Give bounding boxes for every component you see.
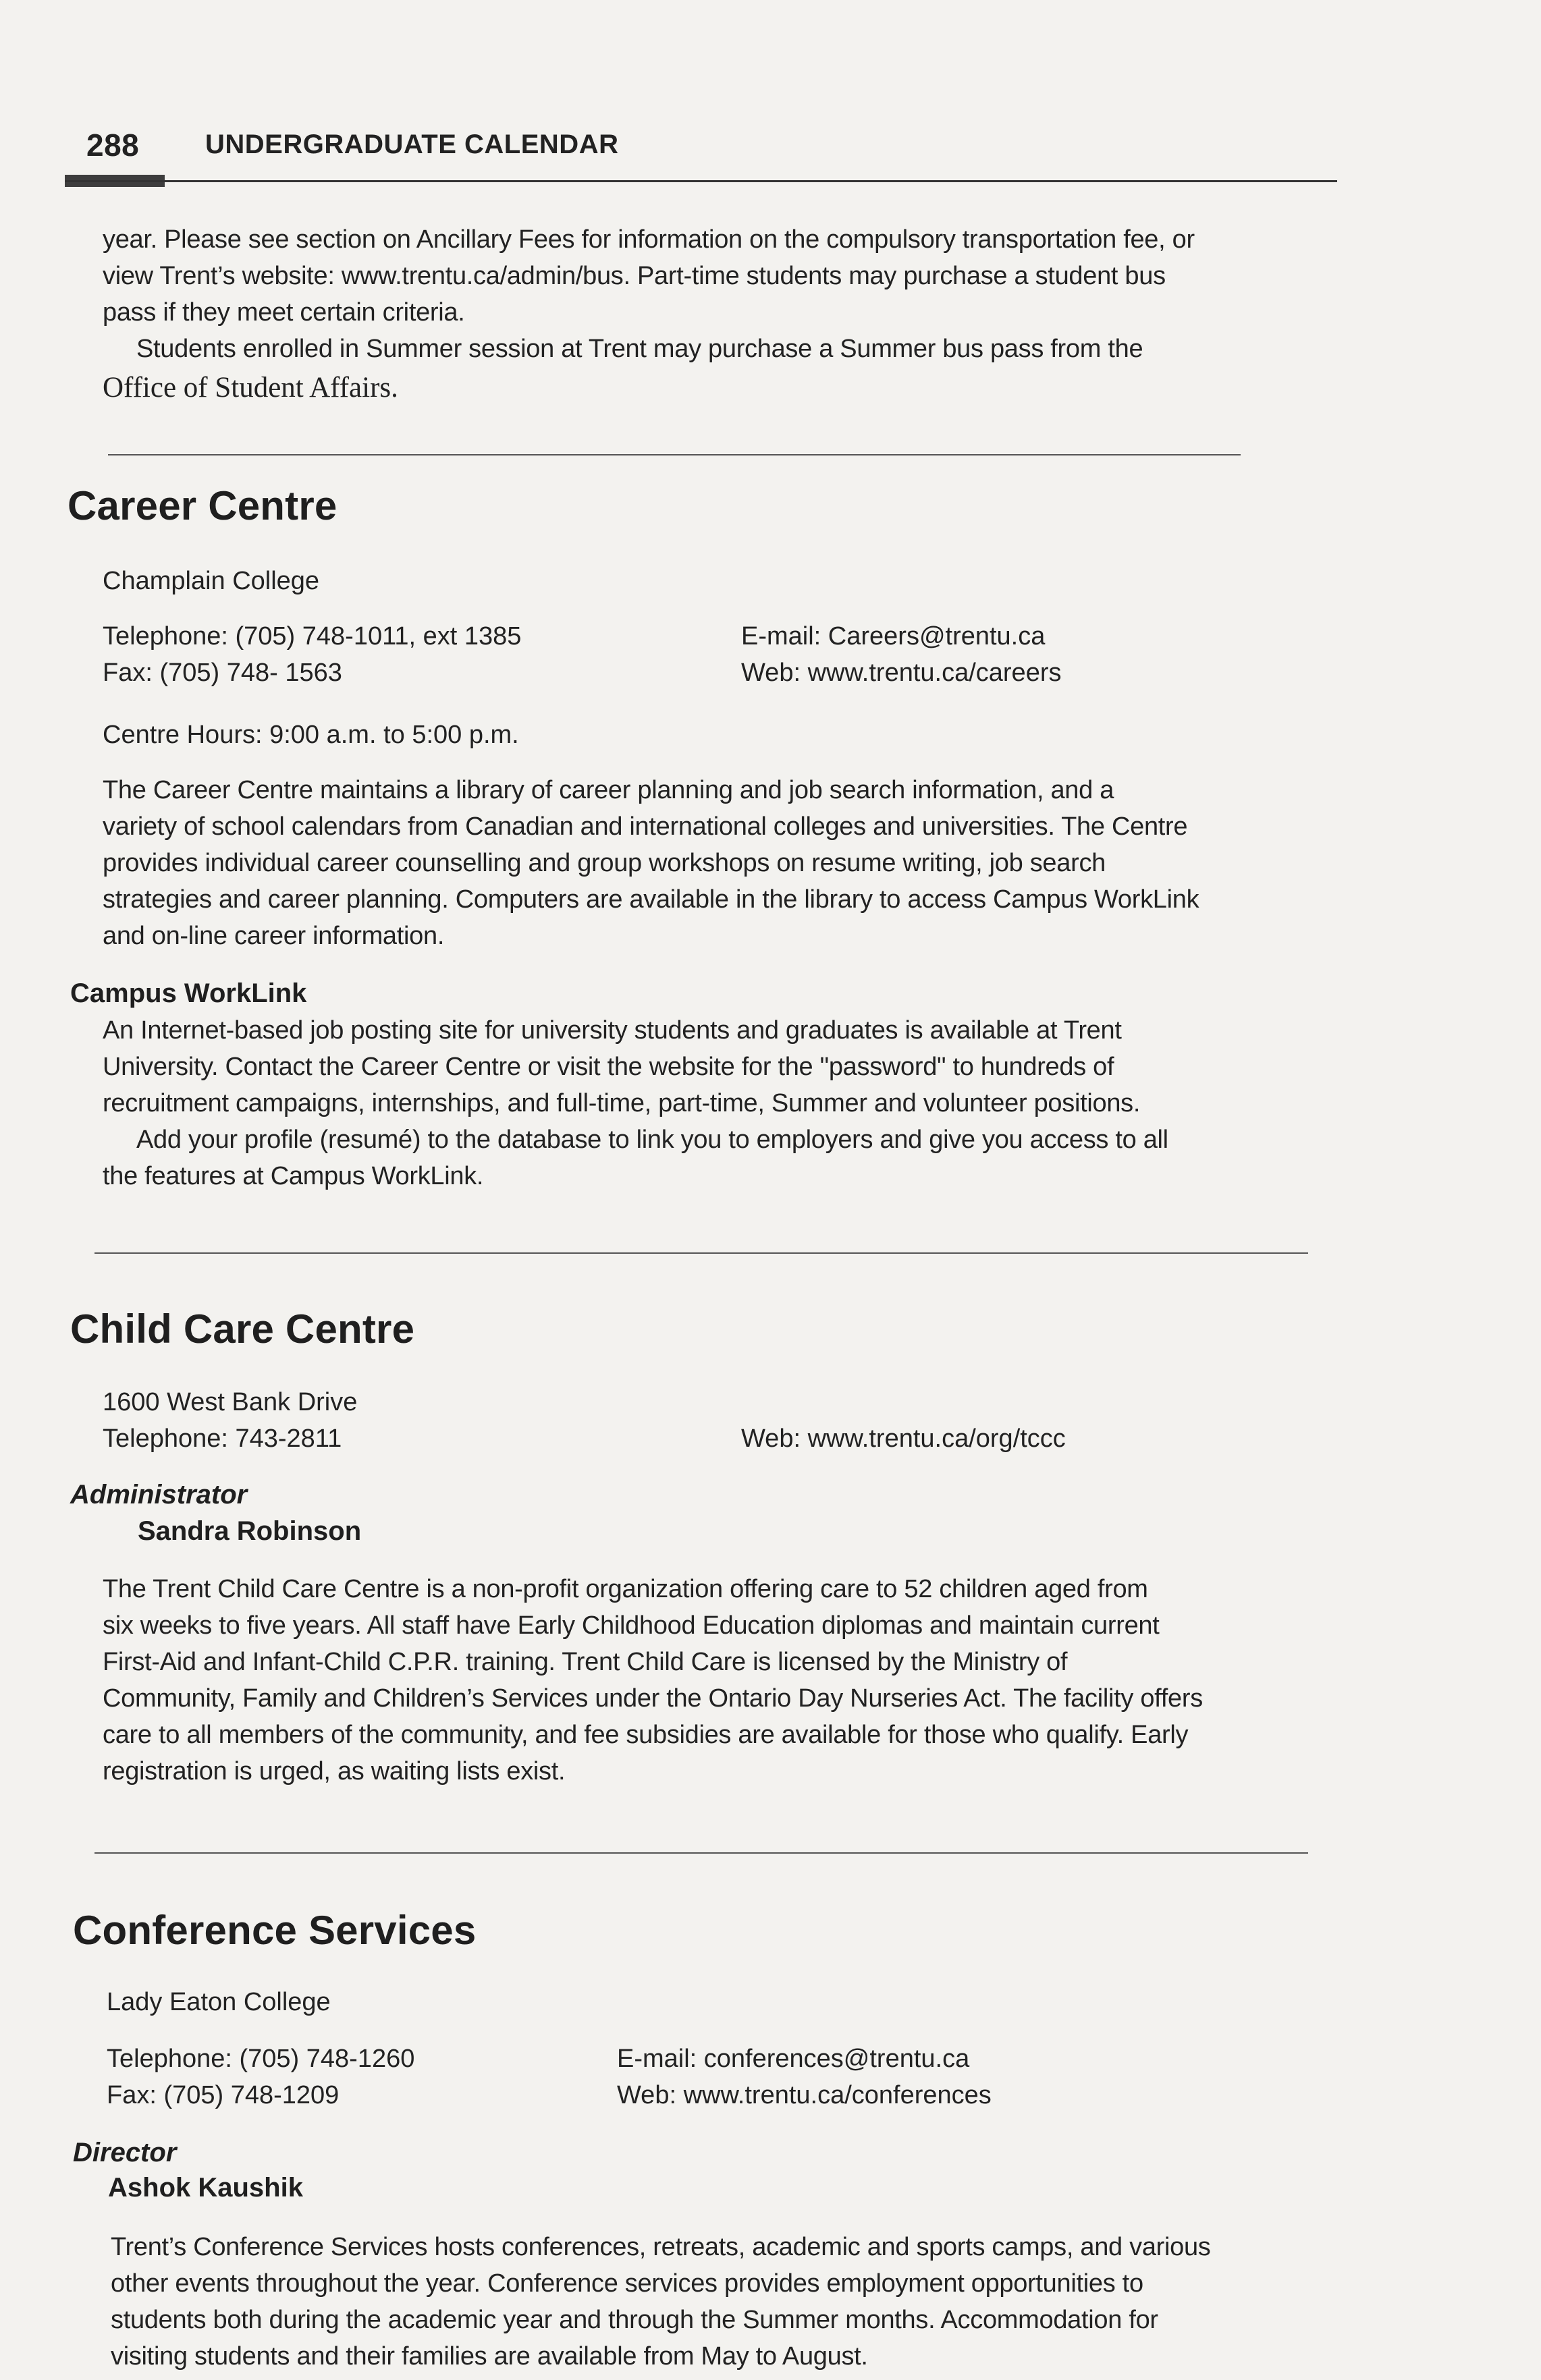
career-description-line: The Career Centre maintains a library of career planning and job search information, and a: [103, 776, 1114, 804]
conference-services-title: Conference Services: [73, 1908, 477, 1953]
career-centre-title: Career Centre: [67, 483, 337, 528]
career-description-line: strategies and career planning. Computers are available in the library to access Campus WorkLink: [103, 885, 1199, 914]
child-care-person: Sandra Robinson: [138, 1516, 362, 1546]
campus-worklink-line: Add your profile (resumé) to the database to link you to employers and give you access to all: [136, 1126, 1168, 1154]
conference-description-line: other events throughout the year. Conference services provides employment opportunities to: [111, 2269, 1143, 2298]
conference-telephone: Telephone: (705) 748-1260: [107, 2045, 415, 2073]
career-centre-web: Web: www.trentu.ca/careers: [741, 659, 1062, 687]
campus-worklink-line: the features at Campus WorkLink.: [103, 1162, 484, 1190]
child-care-description-line: The Trent Child Care Centre is a non-profit organization offering care to 52 children aged from: [103, 1575, 1148, 1603]
child-care-description-line: care to all members of the community, and fee subsidies are available for those who qualify. Early: [103, 1721, 1189, 1749]
conference-person: Ashok Kaushik: [108, 2173, 303, 2203]
conference-web: Web: www.trentu.ca/conferences: [617, 2081, 992, 2109]
child-care-description-line: registration is urged, as waiting lists exist.: [103, 1757, 566, 1786]
child-care-centre-title: Child Care Centre: [70, 1306, 415, 1352]
career-centre-email: E-mail: Careers@trentu.ca: [741, 622, 1046, 651]
child-care-web: Web: www.trentu.ca/org/tccc: [741, 1424, 1066, 1453]
career-centre-location: Champlain College: [103, 567, 320, 595]
child-care-role: Administrator: [70, 1480, 248, 1510]
career-centre-fax: Fax: (705) 748- 1563: [103, 659, 342, 687]
conference-email: E-mail: conferences@trentu.ca: [617, 2045, 970, 2073]
conference-description-line: students both during the academic year and through the Summer months. Accommodation for: [111, 2306, 1158, 2334]
office-line: Office of Student Affairs.: [103, 372, 398, 404]
campus-worklink-line: University. Contact the Career Centre or visit the website for the "password" to hundreds of: [103, 1053, 1114, 1081]
intro-line: year. Please see section on Ancillary Fees for information on the compulsory transportation fee, or: [103, 225, 1195, 254]
child-care-address: 1600 West Bank Drive: [103, 1388, 358, 1416]
career-centre-telephone: Telephone: (705) 748-1011, ext 1385: [103, 622, 522, 651]
section-divider: [94, 1252, 1308, 1254]
conference-description-line: Trent’s Conference Services hosts conferences, retreats, academic and sports camps, and various: [111, 2233, 1211, 2261]
section-divider: [94, 1852, 1308, 1854]
career-description-line: variety of school calendars from Canadian and international colleges and universities. The Centre: [103, 812, 1188, 841]
page-number: 288: [86, 128, 140, 163]
section-divider: [108, 454, 1241, 455]
child-care-description-line: Community, Family and Children’s Services under the Ontario Day Nurseries Act. The facility offers: [103, 1684, 1203, 1713]
campus-worklink-title: Campus WorkLink: [70, 978, 307, 1008]
intro-line: pass if they meet certain criteria.: [103, 298, 465, 327]
career-centre-hours: Centre Hours: 9:00 a.m. to 5:00 p.m.: [103, 721, 519, 749]
career-description-line: provides individual career counselling and group workshops on resume writing, job search: [103, 849, 1106, 877]
campus-worklink-line: recruitment campaigns, internships, and full-time, part-time, Summer and volunteer positions.: [103, 1089, 1141, 1117]
page-header: [86, 127, 1342, 174]
career-description-line: and on-line career information.: [103, 922, 445, 950]
conference-role: Director: [73, 2138, 177, 2167]
child-care-description-line: six weeks to five years. All staff have Early Childhood Education diplomas and maintain current: [103, 1611, 1160, 1640]
intro-line: view Trent’s website: www.trentu.ca/admin/bus. Part-time students may purchase a student bus: [103, 262, 1166, 290]
child-care-description-line: First-Aid and Infant-Child C.P.R. training. Trent Child Care is licensed by the Ministry of: [103, 1648, 1068, 1676]
child-care-telephone: Telephone: 743-2811: [103, 1424, 342, 1453]
header-rule: [65, 180, 1337, 182]
running-head: UNDERGRADUATE CALENDAR: [205, 130, 619, 159]
conference-fax: Fax: (705) 748-1209: [107, 2081, 340, 2109]
campus-worklink-line: An Internet-based job posting site for university students and graduates is available at Trent: [103, 1016, 1122, 1045]
intro-paragraph: Students enrolled in Summer session at Trent may purchase a Summer bus pass from the: [136, 335, 1143, 363]
conference-description-line: visiting students and their families are available from May to August.: [111, 2342, 868, 2371]
conference-location: Lady Eaton College: [107, 1988, 331, 2016]
